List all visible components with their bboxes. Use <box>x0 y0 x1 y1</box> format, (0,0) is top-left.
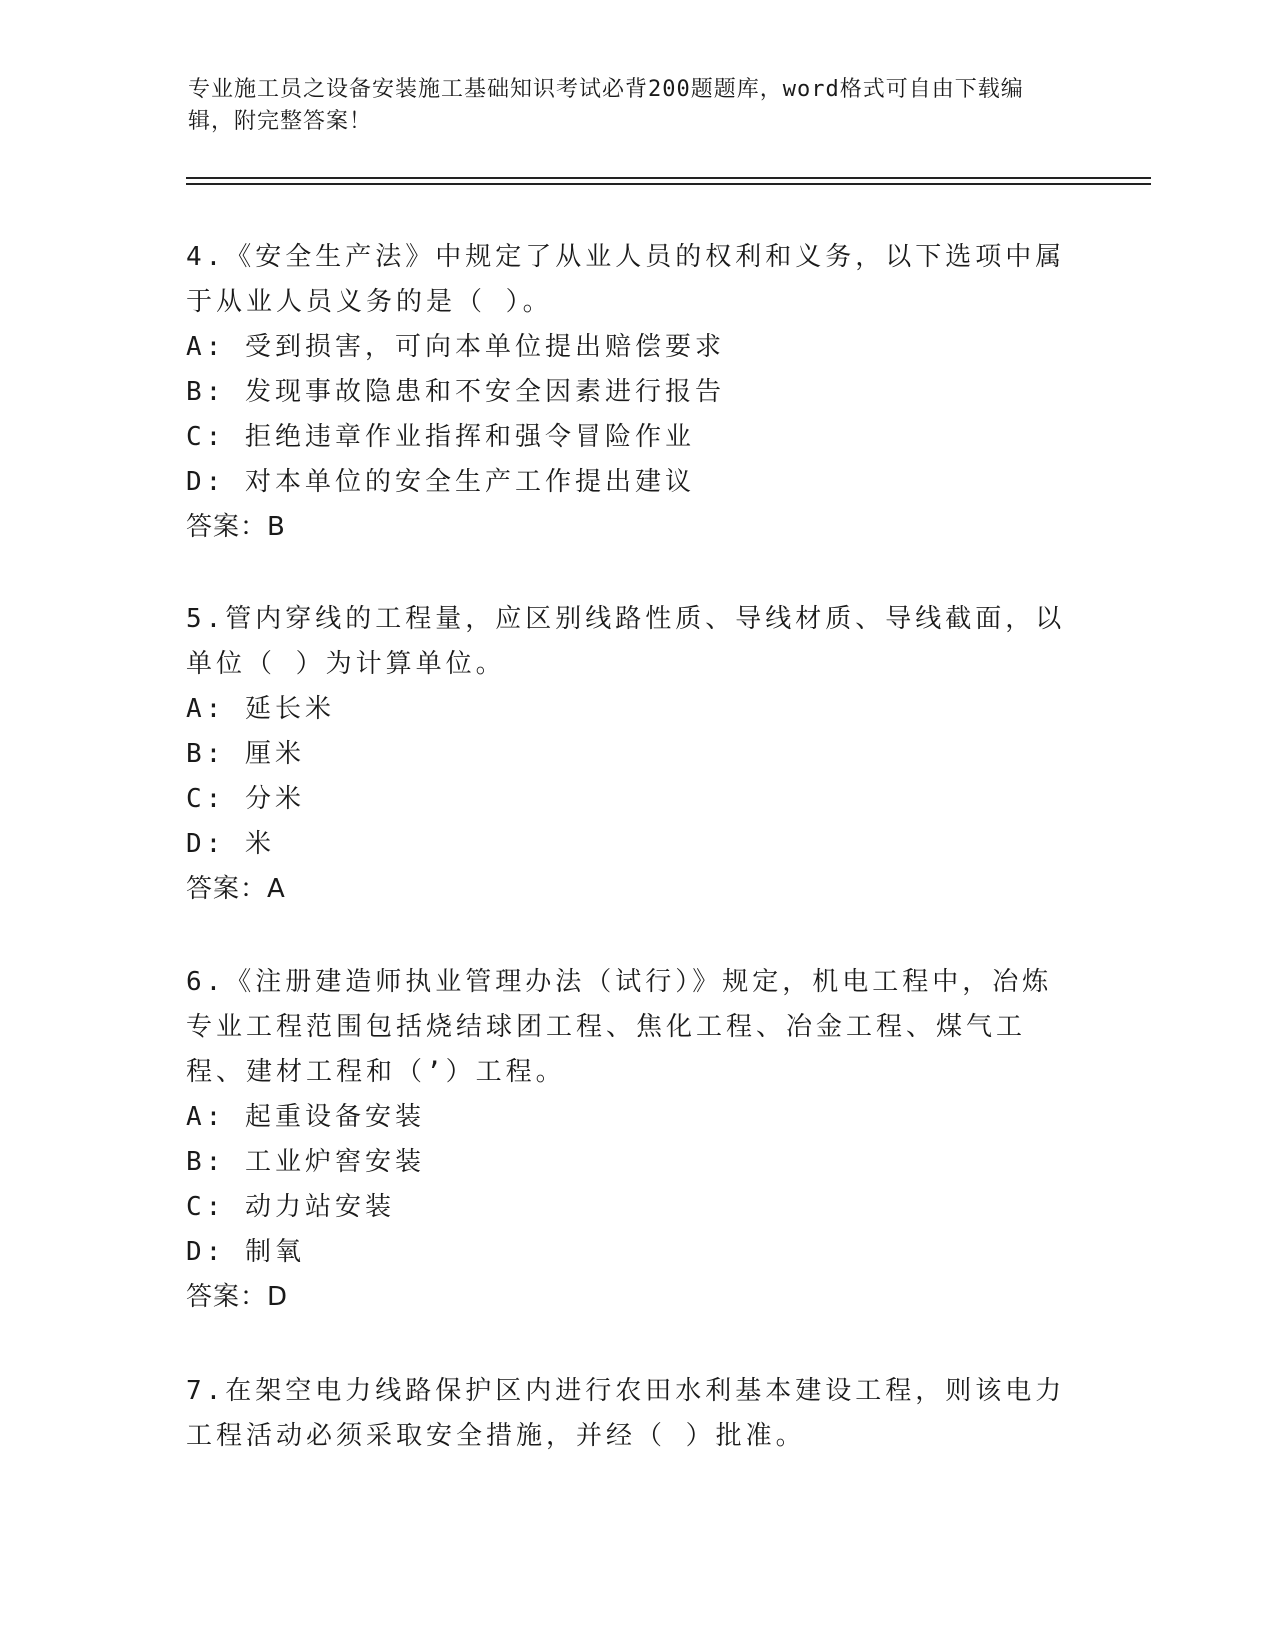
option-c: C: 分米 <box>186 784 305 814</box>
option-c: C: 动力站安装 <box>186 1192 395 1222</box>
question-4 <box>186 235 1066 550</box>
option-a: A: 延长米 <box>186 694 335 724</box>
question-stem: 6.《注册建造师执业管理办法（试行）》规定，机电工程中，冶炼专业工程范围包括烧结球团工程、焦化工程、冶金工程、煤气工程、建材工程和（’）工程。 <box>186 967 1053 1087</box>
question-7 <box>186 1369 1066 1459</box>
option-d: D: 制氧 <box>186 1237 305 1267</box>
option-b: B: 发现事故隐患和不安全因素进行报告 <box>186 377 725 407</box>
option-a: A: 受到损害，可向本单位提出赔偿要求 <box>186 332 725 362</box>
question-6 <box>186 960 1066 1320</box>
option-c: C: 拒绝违章作业指挥和强令冒险作业 <box>186 422 695 452</box>
question-stem: 4.《安全生产法》中规定了从业人员的权利和义务，以下选项中属于从业人员义务的是（ ）。 <box>186 242 1066 317</box>
answer: 答案：B <box>186 512 286 542</box>
option-d: D: 对本单位的安全生产工作提出建议 <box>186 467 695 497</box>
question-5 <box>186 597 1066 912</box>
option-b: B: 工业炉窖安装 <box>186 1147 425 1177</box>
header-text: 专业施工员之设备安装施工基础知识考试必背200题题库，word格式可自由下载编辑，附完整答案！ <box>188 77 1024 134</box>
option-b: B: 厘米 <box>186 739 305 769</box>
header-divider-bottom <box>186 183 1151 185</box>
document-header <box>188 74 1068 138</box>
question-stem: 7.在架空电力线路保护区内进行农田水利基本建设工程，则该电力工程活动必须采取安全措施，并经（ ）批准。 <box>186 1376 1066 1451</box>
option-d: D: 米 <box>186 829 275 859</box>
option-a: A: 起重设备安装 <box>186 1102 425 1132</box>
answer: 答案：A <box>186 874 286 904</box>
question-stem: 5.管内穿线的工程量，应区别线路性质、导线材质、导线截面，以单位（ ）为计算单位。 <box>186 604 1066 679</box>
header-divider-top <box>186 177 1151 179</box>
answer: 答案：D <box>186 1282 289 1312</box>
